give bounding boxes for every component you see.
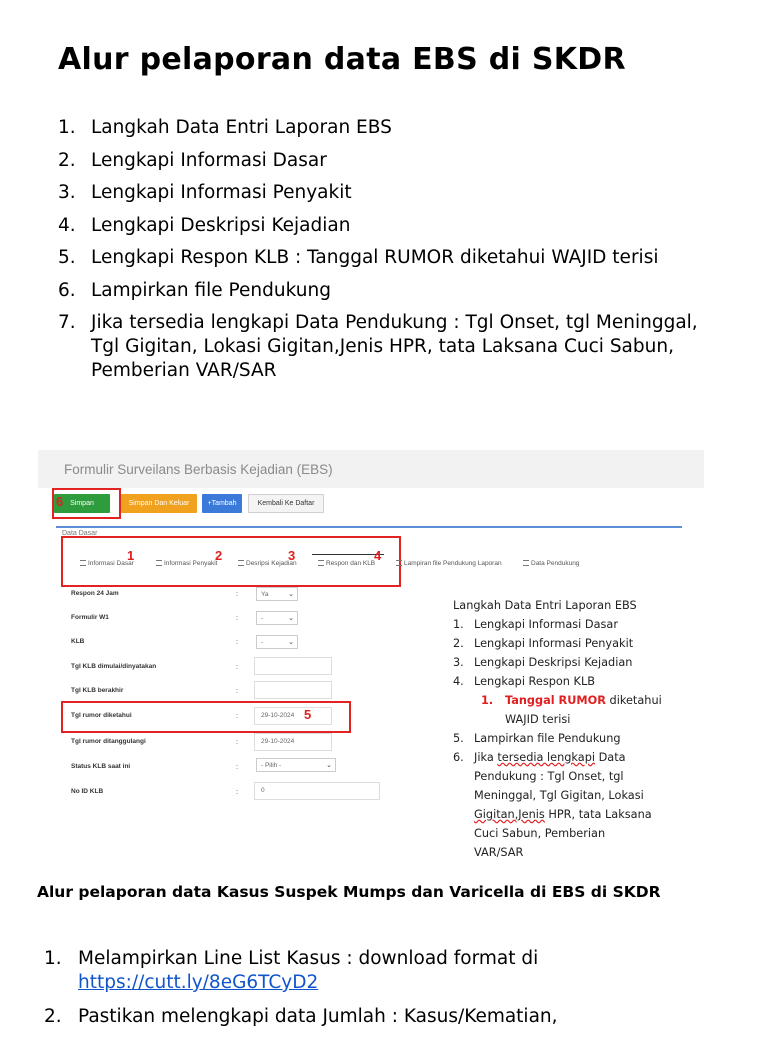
klb-select[interactable]	[256, 635, 298, 649]
list-icon	[156, 560, 162, 566]
marker-3: 3	[288, 548, 296, 563]
instruction-note	[453, 596, 701, 860]
marker-6: 6	[56, 494, 64, 509]
note-item	[453, 748, 701, 767]
field-label: Tgl rumor ditanggulangi	[71, 738, 146, 745]
tab-label: Informasi Dasar	[88, 560, 134, 567]
colon: :	[236, 615, 238, 622]
note-number: 2.	[453, 637, 464, 650]
note-text: diketahui	[605, 694, 662, 707]
note-text: WAJID terisi	[505, 713, 571, 726]
chevron-down-icon: ⌄	[288, 591, 294, 598]
select-value: -	[261, 639, 264, 646]
back-to-list-button[interactable]	[248, 494, 324, 513]
status-klb-select[interactable]	[256, 758, 336, 772]
select-value: - Pilih -	[261, 762, 282, 769]
note-number: 1.	[453, 618, 464, 631]
note-text: VAR/SAR	[474, 846, 524, 859]
step-list	[54, 116, 724, 392]
note-text: tersedia lengkapi	[497, 751, 596, 764]
note-subitem-cont	[453, 710, 701, 729]
list-icon	[318, 560, 324, 566]
tab-label: Informasi Penyakit	[164, 560, 218, 567]
list-item	[38, 1005, 728, 1029]
note-highlight: Tanggal RUMOR	[505, 694, 606, 707]
tab-informasi-dasar[interactable]	[80, 560, 134, 567]
list-icon	[523, 560, 529, 566]
field-label: Status KLB saat ini	[71, 763, 131, 770]
tgl-klb-berakhir-input[interactable]	[254, 681, 332, 699]
colon: :	[236, 591, 238, 598]
list-number: 2.	[44, 1006, 62, 1027]
list-text: Melampirkan Line List Kasus : download format di	[78, 948, 539, 969]
note-text: Gigitan,Jenis	[474, 808, 545, 821]
list-text: Lengkapi Deskripsi Kejadian	[91, 214, 351, 236]
note-number: 6.	[453, 751, 464, 764]
back-button-label: Kembali Ke Daftar	[257, 500, 315, 507]
colon: :	[236, 739, 238, 746]
field-label: Respon 24 Jam	[71, 590, 119, 597]
list-item	[54, 279, 724, 303]
select-value: -	[261, 615, 264, 622]
list-item	[38, 947, 728, 995]
section-title: Alur pelaporan data Kasus Suspek Mumps dan Varicella di EBS di SKDR	[37, 883, 661, 901]
list-text: Langkah Data Entri Laporan EBS	[91, 117, 392, 138]
note-text: Lampirkan file Pendukung	[474, 732, 621, 745]
chevron-down-icon: ⌄	[288, 615, 294, 622]
list-item	[54, 149, 724, 173]
list-item	[54, 214, 724, 238]
save-and-exit-button[interactable]	[121, 494, 197, 513]
note-text: Data	[595, 751, 626, 764]
note-number: 4.	[453, 675, 464, 688]
list-number: 6.	[58, 279, 76, 301]
note-heading: Langkah Data Entri Laporan EBS	[453, 599, 637, 612]
marker-1: 1	[127, 548, 135, 563]
list-number: 5.	[58, 247, 76, 268]
formulir-w1-select[interactable]	[256, 611, 298, 625]
colon: :	[236, 764, 238, 771]
tab-label: Respon dan KLB	[326, 560, 376, 567]
form-title: Formulir Surveilans Berbasis Kejadian (EBS)	[64, 462, 333, 477]
tab-label: Data Pendukung	[531, 560, 580, 567]
input-value: 0	[261, 787, 265, 794]
tab-label: Desripsi Kejadian	[246, 560, 297, 567]
list-text: Lengkapi Informasi Dasar	[91, 149, 327, 171]
list-item	[54, 246, 724, 270]
list-text: Pastikan melengkapi data Jumlah : Kasus/Kematian,	[78, 1006, 558, 1027]
tgl-klb-dimulai-input[interactable]	[254, 657, 332, 675]
tab-lampiran[interactable]	[396, 560, 502, 567]
save-and-exit-label: Simpan Dan Keluar	[128, 500, 190, 507]
note-text: HPR, tata Laksana	[544, 808, 652, 821]
add-button[interactable]	[202, 494, 242, 513]
note-text: Lengkapi Informasi Dasar	[474, 618, 618, 631]
list-item	[54, 116, 724, 140]
note-text: Pendukung : Tgl Onset, tgl	[474, 770, 624, 783]
field-label: KLB	[71, 638, 85, 645]
list-number: 3.	[58, 182, 76, 203]
note-item	[453, 672, 701, 691]
note-item-cont	[453, 824, 701, 843]
note-text: Meninggal, Tgl Gigitan, Lokasi	[474, 789, 644, 802]
list-text: Lengkapi Respon KLB : Tanggal RUMOR diketahui WAJID terisi	[91, 247, 659, 268]
note-number: 5.	[453, 732, 464, 745]
list-item	[54, 311, 724, 383]
note-item-cont	[453, 767, 701, 786]
section-divider	[56, 526, 682, 528]
no-id-klb-input[interactable]	[254, 782, 380, 800]
list-icon	[80, 560, 86, 566]
list-text: Lengkapi Informasi Penyakit	[91, 182, 352, 203]
note-item-cont	[453, 786, 701, 805]
list-number: 1.	[44, 948, 62, 969]
marker-4: 4	[374, 548, 382, 563]
note-item	[453, 634, 701, 653]
chevron-down-icon: ⌄	[326, 762, 332, 769]
field-label: Tgl KLB dimulai/dinyatakan	[71, 663, 157, 670]
input-value: 29-10-2024	[261, 712, 295, 719]
tab-label: Lampiran file Pendukung Laporan	[404, 560, 502, 567]
note-sub-number: 1.	[481, 694, 494, 707]
tgl-rumor-ditanggulangi-input[interactable]	[254, 733, 332, 751]
embedded-form-screenshot	[38, 450, 704, 860]
colon: :	[236, 688, 238, 695]
colon: :	[236, 789, 238, 796]
list-number: 4.	[58, 214, 76, 236]
field-label: Tgl KLB berakhir	[71, 687, 124, 694]
download-link[interactable]: https://cutt.ly/8eG6TCyD2	[78, 972, 319, 993]
list-number: 7.	[58, 312, 76, 333]
colon: :	[236, 639, 238, 646]
page-title: Alur pelaporan data EBS di SKDR	[58, 42, 626, 77]
list-icon	[238, 560, 244, 566]
list-item	[54, 181, 724, 205]
list-icon	[396, 560, 402, 566]
respon-24-jam-select[interactable]	[256, 587, 298, 601]
note-item-cont	[453, 805, 701, 824]
field-label: Formulir W1	[71, 614, 109, 621]
colon: :	[236, 664, 238, 671]
select-value: Ya	[261, 591, 269, 598]
note-number: 3.	[453, 656, 464, 669]
marker-2: 2	[215, 548, 223, 563]
note-subitem	[453, 691, 701, 710]
tab-data-pendukung[interactable]	[523, 560, 579, 567]
marker-5: 5	[304, 707, 312, 722]
step-list-2	[38, 947, 728, 1039]
section-label: Data Dasar	[62, 530, 98, 537]
tab-informasi-penyakit[interactable]	[156, 560, 217, 567]
list-number: 1.	[58, 117, 76, 138]
note-text: Cuci Sabun, Pemberian	[474, 827, 606, 840]
note-item	[453, 729, 701, 748]
note-text: Lengkapi Informasi Penyakit	[474, 637, 634, 650]
note-item-cont	[453, 843, 701, 860]
chevron-down-icon: ⌄	[288, 639, 294, 646]
save-button-label: Simpan	[70, 500, 94, 507]
note-item	[453, 653, 701, 672]
list-text: Jika tersedia lengkapi Data Pendukung : Tgl Onset, tgl Meninggal, Tgl Gigitan, Lokasi Gigitan,Jenis HPR, tata Laksana Cuci Sabun, Pemberian VAR/SAR	[91, 312, 698, 381]
tab-respon-klb[interactable]	[318, 560, 375, 567]
colon: :	[236, 713, 238, 720]
field-label: Tgl rumor diketahui	[71, 712, 132, 719]
list-number: 2.	[58, 149, 76, 171]
note-item	[453, 615, 701, 634]
note-text: Jika	[474, 751, 498, 764]
note-text: Lengkapi Respon KLB	[474, 675, 596, 688]
note-text: Lengkapi Deskripsi Kejadian	[474, 656, 633, 669]
add-button-label: +Tambah	[207, 500, 237, 507]
list-text: Lampirkan file Pendukung	[91, 279, 331, 301]
field-label: No ID KLB	[71, 788, 104, 795]
input-value: 29-10-2024	[261, 738, 295, 745]
